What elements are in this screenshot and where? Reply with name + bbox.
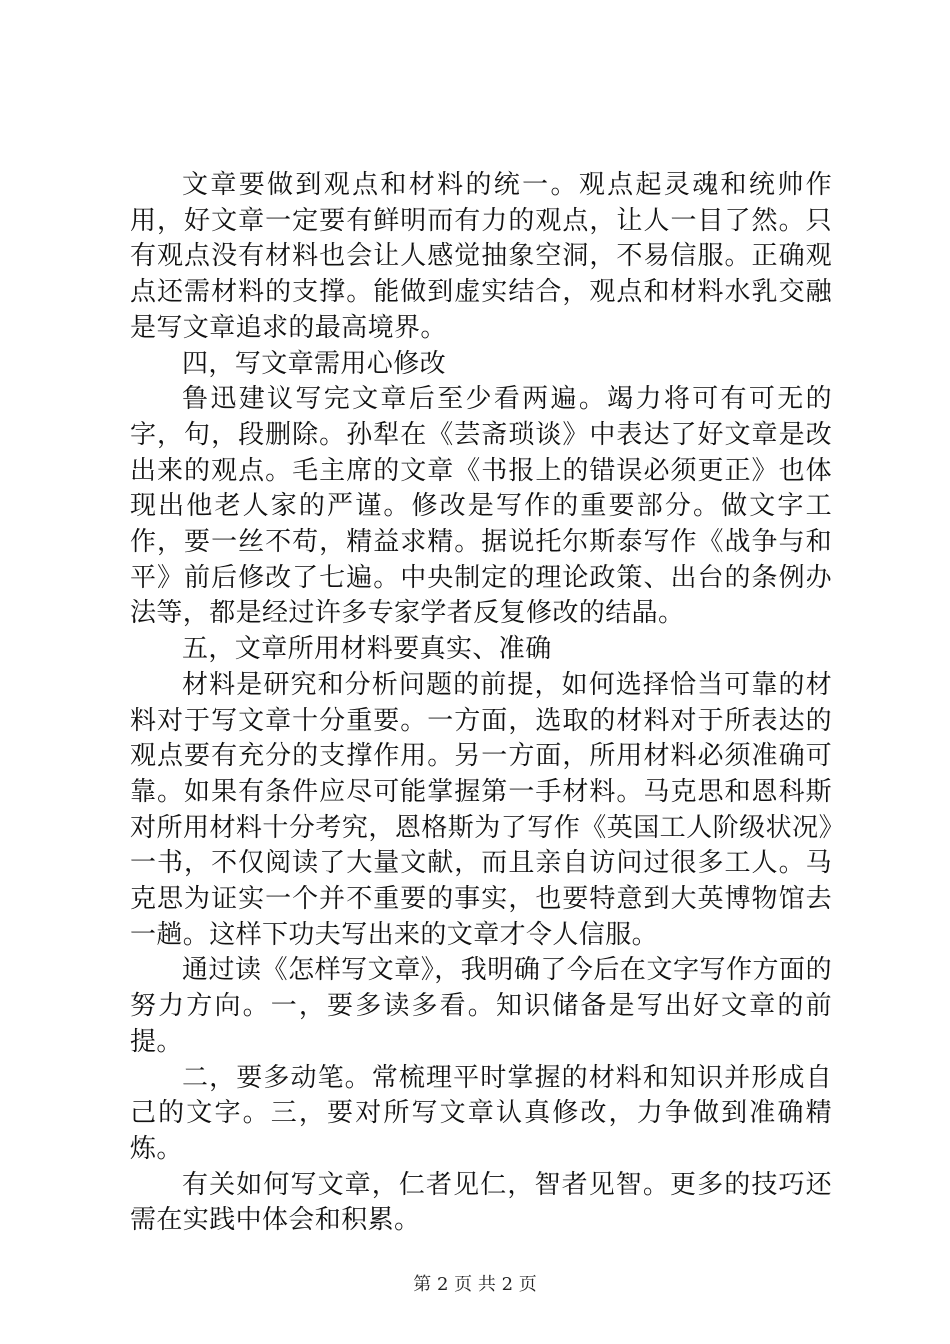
- paragraph-reading-takeaway: 通过读《怎样写文章》，我明确了今后在文字写作方面的努力方向。一，要多读多看。知识储备是写出好文章的前提。: [130, 955, 832, 1057]
- paragraph-revise: 鲁迅建议写完文章后至少看两遍。竭力将可有可无的字，句，段删除。孙犁在《芸斋琐谈》中表达了好文章是改出来的观点。毛主席的文章《书报上的错误必须更正》也体现出他老人家的严谨。修改是写作的重要部分。做文字工作，要一丝不苟，精益求精。据说托尔斯泰写作《战争与和平》前后修改了七遍。中央制定的理论政策、出台的条例办法等，都是经过许多专家学者反复修改的结晶。: [130, 384, 832, 629]
- section-heading-revise: 四，写文章需用心修改: [182, 348, 447, 379]
- paragraph-write-more: 二，要多动笔。常梳理平时掌握的材料和知识并形成自己的文字。三，要对所写文章认真修改，力争做到准确精炼。: [130, 1062, 832, 1164]
- paragraph-viewpoint-material: 文章要做到观点和材料的统一。观点起灵魂和统帅作用，好文章一定要有鲜明而有力的观点，让人一目了然。只有观点没有材料也会让人感觉抽象空洞，不易信服。正确观点还需材料的支撑。能做到虚实结合，观点和材料水乳交融是写文章追求的最高境界。: [130, 170, 832, 343]
- page-number-footer: 第 2 页 共 2 页: [413, 1274, 537, 1295]
- section-heading-material-accuracy: 五，文章所用材料要真实、准确: [182, 634, 552, 665]
- paragraph-conclusion: 有关如何写文章，仁者见仁，智者见智。更多的技巧还需在实践中体会和积累。: [130, 1169, 832, 1236]
- document-body: [130, 168, 832, 1239]
- paragraph-material-accuracy: 材料是研究和分析问题的前提，如何选择恰当可靠的材料对于写文章十分重要。一方面，选取的材料对于所表达的观点要有充分的支撑作用。另一方面，所用材料必须准确可靠。如果有条件应尽可能掌握第一手材料。马克思和恩科斯对所用材料十分考究，恩格斯为了写作《英国工人阶级状况》一书，不仅阅读了大量文献，而且亲自访问过很多工人。马克思为证实一个并不重要的事实，也要特意到大英博物馆去一趟。这样下功夫写出来的文章才令人信服。: [130, 669, 832, 950]
